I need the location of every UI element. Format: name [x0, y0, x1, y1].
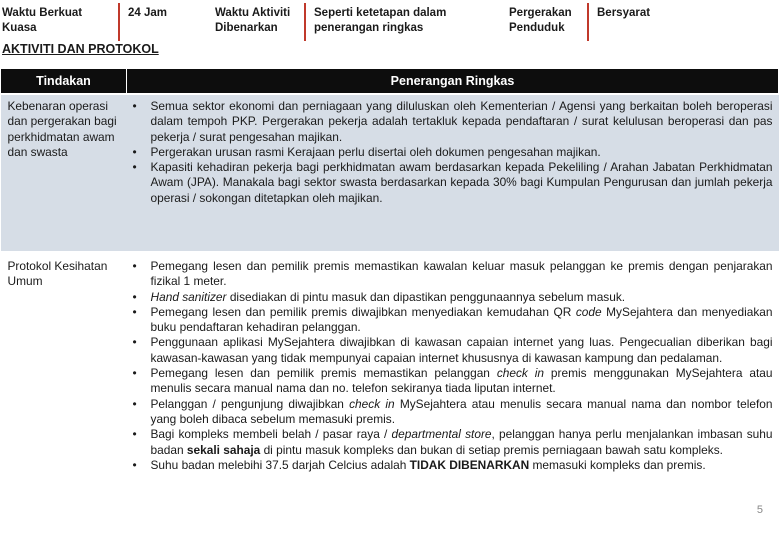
bullet-list: [127, 259, 773, 473]
list-item: [151, 290, 773, 305]
item-text: Pelanggan / pengunjung diwajibkan: [150, 396, 350, 411]
waktu-berkuat-kuasa-label: Waktu Berkuat Kuasa: [2, 7, 83, 34]
col-header-penerangan: Penerangan Ringkas: [127, 69, 779, 95]
action-cell: Kebenaran operasi dan pergerakan bagi perkhidmatan awam dan swasta: [1, 94, 127, 252]
list-item: [151, 366, 773, 397]
list-item: • Pemegang lesen dan pemilik premis memastikan kawalan keluar masuk pelanggan ke premis dengan penjarakan fizikal 1 meter.: [151, 259, 773, 290]
waktu-aktiviti-label: Waktu Aktiviti Dibenarkan: [215, 7, 291, 34]
list-item: • Penggunaan aplikasi MySejahtera diwajibkan di kawasan capaian internet yang luas. Pengecualian diberikan bagi kawasan-kawasan yang tidak mempunyai capaian internet khususnya di kawasan kampung dan pedalaman.: [151, 335, 773, 366]
list-item: [151, 305, 773, 336]
item-text: MySejahtera atau menulis secara manual nama dan nombor telefon yang boleh dibaca sebelum memasuki premis.: [150, 396, 773, 426]
divider: [304, 3, 306, 41]
item-text: Bagi kompleks membeli belah / pasar raya /: [150, 427, 392, 442]
bullet-list: [127, 99, 773, 206]
divider: [587, 3, 589, 41]
list-item: [151, 397, 773, 428]
item-text: Pemegang lesen dan pemilik premis memastikan pelanggan: [150, 366, 497, 381]
table-row: [1, 252, 779, 475]
list-item: • Kapasiti kehadiran pekerja bagi perkhidmatan awam berdasarkan kepada Pekeliling / Arahan Jabatan Perkhidmatan Awam (JPA). Manakala bagi sektor swasta berdasarkan kepada 30% bagi Kumpulan Pengurusan dan jumlah pekerja operasi / sokongan ditetapkan oleh majikan.: [151, 160, 773, 206]
action-cell: Protokol Kesihatan Umum: [1, 252, 127, 475]
item-text: Pemegang lesen dan pemilik premis diwajibkan menyediakan kemudahan QR: [150, 304, 576, 319]
list-item: • Pergerakan urusan rasmi Kerajaan perlu disertai oleh dokumen pengesahan majikan.: [151, 145, 773, 160]
item-text: , pelanggan hanya perlu menjalankan imbasan suhu badan: [150, 427, 773, 457]
emphasis-text: Hand sanitizer: [150, 289, 227, 304]
activity-table: [0, 68, 779, 475]
item-text: Suhu badan melebihi 37.5 darjah Celcius adalah: [150, 457, 410, 472]
table-row: [1, 94, 779, 252]
section-title: AKTIVITI DAN PROTOKOL: [2, 42, 159, 56]
page-number: 5: [756, 504, 763, 516]
list-item: • Semua sektor ekonomi dan perniagaan yang diluluskan oleh Kementerian / Agensi yang berkaitan boleh beroperasi dalam tempoh PKP. Pergerakan pekerja adalah tertakluk kepada pendaftaran / surat kelulusan beroperasi dan pas pekerja / surat pengesahan majikan.: [151, 99, 773, 145]
item-text: MySejahtera dan menyediakan buku pendaftaran kehadiran pelanggan.: [150, 304, 773, 335]
emphasis-text: code: [575, 304, 602, 319]
item-text: di pintu masuk kompleks dan bukan di setiap premis perniagaan bawah satu kompleks.: [260, 442, 723, 457]
item-text: memasuki kompleks dan premis.: [529, 457, 706, 472]
item-text: premis menggunakan MySejahtera atau menulis secara manual nama dan no. telefon sekiranya tiada liputan internet.: [150, 366, 773, 396]
description-cell: [127, 94, 779, 252]
waktu-berkuat-kuasa-value: 24 Jam: [128, 7, 168, 19]
bold-text: sekali sahaja: [186, 442, 261, 457]
emphasis-text: check in: [496, 366, 545, 381]
col-header-tindakan: Tindakan: [1, 69, 127, 95]
description-cell: [127, 252, 779, 475]
emphasis-text: departmental store: [391, 427, 492, 442]
pergerakan-penduduk-label: Pergerakan Penduduk: [509, 7, 572, 34]
header-bar: [0, 0, 779, 44]
item-text: disediakan di pintu masuk dan dipastikan penggunaannya sebelum masuk.: [226, 289, 626, 304]
pergerakan-penduduk-value: Bersyarat: [597, 7, 651, 19]
emphasis-text: check in: [349, 396, 395, 411]
list-item: [151, 458, 773, 473]
divider: [118, 3, 120, 41]
bold-text: TIDAK DIBENARKAN: [409, 457, 530, 472]
list-item: [151, 427, 773, 458]
waktu-aktiviti-value: Seperti ketetapan dalam penerangan ringkas: [314, 7, 447, 34]
